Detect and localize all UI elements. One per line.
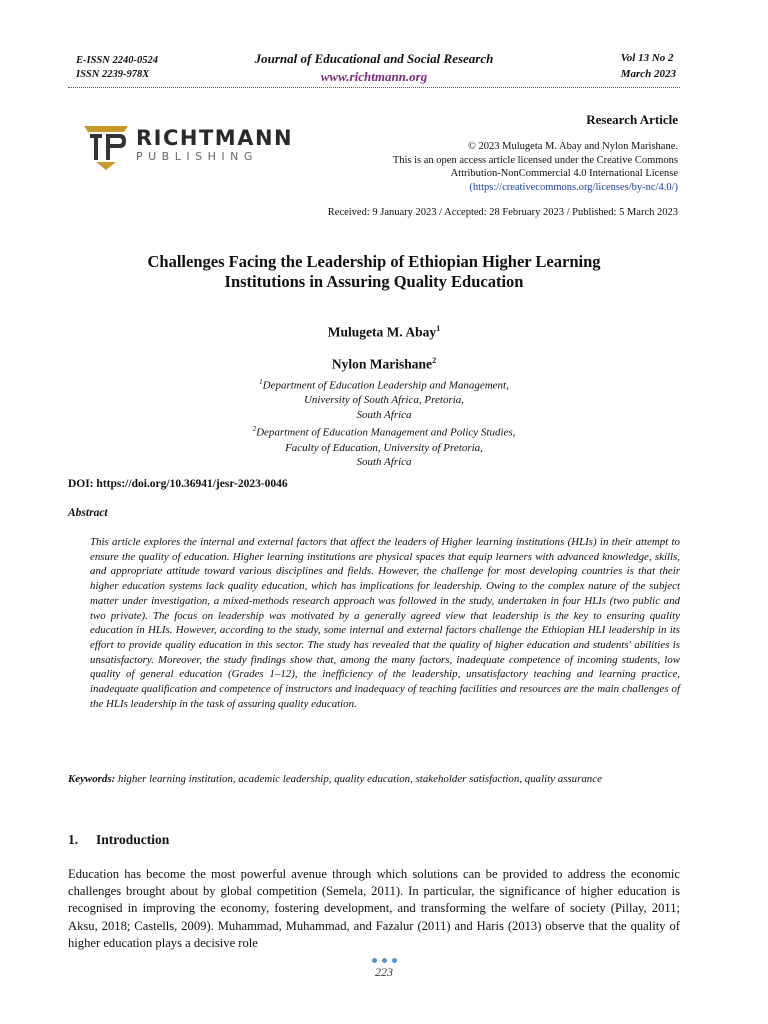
license-line: This is an open access article licensed under the Creative Commons bbox=[392, 154, 678, 166]
affiliation-sup: 2 bbox=[252, 425, 257, 434]
journal-url-link[interactable]: www.richtmann.org bbox=[320, 69, 428, 84]
keywords-label: Keywords: bbox=[68, 773, 116, 785]
eissn: E-ISSN 2240-0524 bbox=[76, 55, 158, 66]
journal-name: Journal of Educational and Social Research bbox=[254, 51, 494, 66]
keywords-text: higher learning institution, academic leadership, quality education, stakeholder satisfaction, quality assurance bbox=[117, 773, 602, 785]
affiliations bbox=[0, 375, 768, 470]
affiliation-text: Department of Education Leadership and Management, bbox=[262, 379, 509, 392]
logo-wordmark bbox=[136, 126, 293, 164]
author-sup: 1 bbox=[436, 324, 441, 333]
keywords bbox=[68, 772, 680, 787]
abstract-text: This article explores the internal and external factors that affect the leaders of Higher learning institutions (HLIs) in their attempt to ensure the quality of education. Higher learning institutions are physical spaces that equip learners with advanced knowledge, skills, and appropriate attitude toward various disciplines and fields. However, the challenge for most developing countries is that their higher education systems lack quality education, which has implications for leadership. Owing to the complex nature of the subject matter under investigation, a mixed-methods research approach was followed in the study, undertaken in four HLIs (two public and two private). The focus on leadership was motivated by a generally agreed view that leadership is the key to ensuring quality education in HLIs. However, according to the study, some internal and external factors challenge the Ethiopian HLI leadership in its effort to provide quality education in this sector. The study has revealed that the quality of higher education and students' abilities is unsatisfactory. Moreover, the study findings show that, among the many factors, inadequate competence of incoming students, low quality of general education (Grades 1–12), the inefficiency of the leadership, unsatisfactory teaching and learning practice, inadequate qualification and competence of instructors and inadequacy of teaching facilities and resources are the main challenges of the HLIs leadership in the task of assuring quality education. bbox=[90, 536, 680, 710]
copyright-line: © 2023 Mulugeta M. Abay and Nylon Marishane. bbox=[467, 141, 678, 152]
publication-dates: Received: 9 January 2023 / Accepted: 28 February 2023 / Published: 5 March 2023 bbox=[327, 207, 678, 218]
page-footer bbox=[0, 958, 768, 980]
section-heading bbox=[68, 832, 169, 848]
article-title bbox=[80, 252, 668, 292]
title-line-1: Challenges Facing the Leadership of Ethiopian Higher Learning bbox=[147, 252, 601, 271]
affiliation-2-line-1 bbox=[0, 422, 768, 440]
page-number: 223 bbox=[375, 965, 393, 979]
license-name: Attribution-NonCommercial 4.0 International License bbox=[450, 168, 678, 179]
author-sup: 2 bbox=[432, 355, 437, 365]
author-name: Mulugeta M. Abay bbox=[327, 324, 437, 340]
logo-name: RICHTMANN bbox=[136, 126, 294, 150]
affiliation-sup: 1 bbox=[259, 378, 263, 386]
publisher-logo bbox=[80, 118, 294, 174]
section-title: Introduction bbox=[96, 832, 170, 847]
affiliation-1-line-3: South Africa bbox=[356, 408, 412, 421]
affiliation-text: Department of Education Management and Policy Studies, bbox=[256, 427, 516, 440]
affiliation-2-line-3: South Africa bbox=[356, 456, 412, 469]
license-link[interactable]: (https://creativecommons.org/licenses/by-nc/4.0/) bbox=[469, 181, 678, 193]
journal-title-block bbox=[68, 50, 680, 86]
doi-link[interactable]: DOI: https://doi.org/10.36941/jesr-2023-0046 bbox=[68, 478, 288, 490]
affiliation-1-line-1 bbox=[0, 375, 768, 393]
journal-header bbox=[68, 50, 680, 90]
authors bbox=[0, 315, 768, 378]
volume: Vol 13 No 2 bbox=[620, 52, 674, 64]
license-block bbox=[393, 140, 678, 194]
header-divider bbox=[68, 87, 680, 88]
abstract-heading: Abstract bbox=[68, 507, 108, 519]
richtmann-logo-icon bbox=[80, 120, 132, 172]
title-line-2: Institutions in Assuring Quality Education bbox=[224, 272, 524, 291]
affiliation-2-line-2: Faculty of Education, University of Pretoria, bbox=[285, 441, 483, 454]
issue-date: March 2023 bbox=[620, 68, 676, 80]
section-number: 1. bbox=[68, 832, 79, 847]
issn: ISSN 2239-978X bbox=[76, 69, 150, 80]
author-name: Nylon Marishane bbox=[331, 356, 433, 371]
article-type: Research Article bbox=[586, 112, 678, 127]
affiliation-1-line-2: University of South Africa, Pretoria, bbox=[303, 394, 465, 407]
issue-block bbox=[621, 50, 676, 82]
logo-subtitle: PUBLISHING bbox=[136, 150, 258, 163]
author-1 bbox=[0, 315, 768, 347]
intro-paragraph: Education has become the most powerful avenue through which solutions can be provided to address the economic challenges brought about by global competition (Semela, 2011). In particular, the significance of higher education is recognised in improving the economy, fostering development, and transforming the welfare of society (Pillay, 2011; Aksu, 2018; Castells, 2009). Muhammad, Muhammad, and Fazalur (2011) and Haris (2013) observe that the quality of higher education plays a decisive role bbox=[68, 867, 680, 950]
author-2 bbox=[0, 347, 768, 379]
footer-dots-icon bbox=[0, 958, 768, 963]
